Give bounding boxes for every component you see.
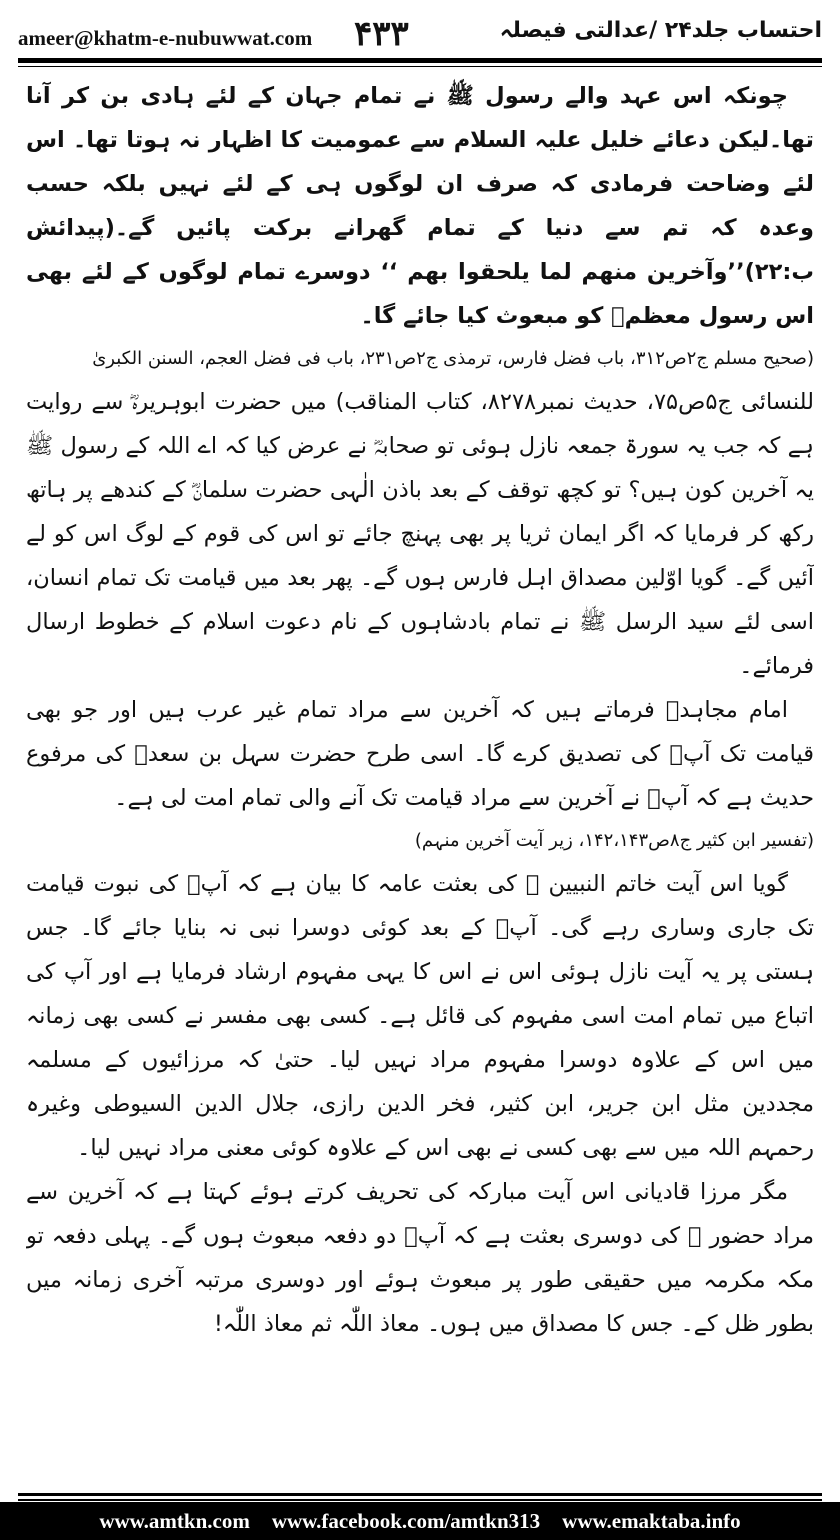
reference-1: (صحیح مسلم ج۲ص۳۱۲، باب فضل فارس، ترمذی ج۲ص۲۳۱، باب فی فضل العجم، السنن الکبریٰ <box>92 348 814 369</box>
footer-link-emaktaba[interactable]: www.emaktaba.info <box>562 1508 741 1533</box>
paragraph-3: امام مجاہدؒ فرماتے ہیں کہ آخرین سے مراد تمام غیر عرب ہیں اور جو بھی قیامت تک آپؐ کی تصدیق کرے گا۔ اسی طرح حضرت سہل بن سعدؓ کی مرفوع حدیث ہے کہ آپؐ نے آخرین سے مراد قیامت تک آنے والی تمام امت لی ہے۔ <box>26 697 814 811</box>
page-number: ۴۳۳ <box>354 14 409 54</box>
header-rule-thin <box>18 66 822 67</box>
header-title: احتساب جلد۲۴ /عدالتی فیصلہ <box>499 18 822 43</box>
paragraph-5: مگر مرزا قادیانی اس آیت مبارکہ کی تحریف کرتے ہوئے کہتا ہے کہ آخرین سے مراد حضور ﷺ کی دوسری بعثت ہے کہ آپؐ دو دفعہ مبعوث ہوں گے۔ پہلی دفعہ تو مکہ مکرمہ میں حقیقی طور پر مبعوث ہوئے اور دوسری مرتبہ آخری زمانہ میں بطور ظل کے۔ جس کا مصداق میں ہوں۔ معاذ اللّٰہ ثم معاذ اللّٰہ! <box>26 1179 814 1337</box>
page-body <box>26 74 814 1470</box>
footer-rule-thick <box>18 1493 822 1496</box>
page-footer <box>0 1502 840 1540</box>
footer-rule-thin <box>18 1499 822 1501</box>
paragraph-2: للنسائی ج۵ص۷۵، حدیث نمبر۸۲۷۸، کتاب المناقب) میں حضرت ابوہریرہؓ سے روایت ہے کہ جب یہ سورۃ جمعہ نازل ہوئی تو صحابہؓ نے عرض کیا کہ اے اللہ کے رسول ﷺ یہ آخرین کون ہیں؟ تو کچھ توقف کے بعد باذن الٰہی حضرت سلمانؓ کے کندھے پر ہاتھ رکھ کر فرمایا کہ اگر ایمان ثریا پر بھی پہنچ جائے تو اس کی قوم کے لوگ اس کو لے آئیں گے۔ گویا اوّلین مصداق اہل فارس ہوں گے۔ پھر بعد میں قیامت تک تمام انسان، اسی لئے سید الرسل ﷺ نے تمام بادشاہوں کے نام دعوت اسلام کے خطوط ارسال فرمائے۔ <box>26 389 814 679</box>
reference-2: (تفسیر ابن کثیر ج۸ص۱۴۲،۱۴۳، زیر آیت آخرین منہم) <box>414 830 814 851</box>
paragraph-1: چونکہ اس عہد والے رسول ﷺ نے تمام جہان کے لئے ہادی بن کر آنا تھا۔لیکن دعائے خلیل علیہ السلام سے عمومیت کا اظہار نہ ہوتا تھا۔ اس لئے وضاحت فرمادی کہ صرف ان لوگوں ہی کے لئے نہیں بلکہ حسب وعدہ کہ تم سے دنیا کے تمام گھرانے برکت پائیں گے۔(پیدائش ب:۲۲)’’وآخرین منھم لما یلحقوا بھم ‘‘ دوسرے تمام لوگوں کے لئے بھی اس رسول معظمؐ کو مبعوث کیا جائے گا۔ <box>26 83 814 329</box>
paragraph-4: گویا اس آیت خاتم النبیین ﷺ کی بعثت عامہ کا بیان ہے کہ آپؐ کی نبوت قیامت تک جاری وساری رہے گی۔ آپؐ کے بعد کوئی دوسرا نبی نہ بنایا جائے گا۔ جس ہستی پر یہ آیت نازل ہوئی اس نے اس کا یہی مفہوم ارشاد فرمایا ہے اور آپ کی اتباع میں تمام امت اسی مفہوم کی قائل ہے۔ کسی بھی مفسر نے کسی بھی زمانہ میں اس کے علاوہ دوسرا مفہوم مراد نہیں لیا۔ حتیٰ کہ مرزائیوں کے مسلمہ مجددین مثل ابن جریر، ابن کثیر، فخر الدین رازی، جلال الدین السیوطی وغیرہ رحمہم اللہ میں سے بھی کسی نے بھی اس کے علاوہ کوئی معنی مراد نہیں لیا۔ <box>26 871 814 1161</box>
page-header <box>18 6 822 60</box>
footer-link-facebook[interactable]: www.facebook.com/amtkn313 <box>271 1508 541 1533</box>
header-rule-thick <box>18 58 822 63</box>
footer-link-amtkn[interactable]: www.amtkn.com <box>99 1508 250 1533</box>
header-email[interactable]: ameer@khatm-e-nubuwwat.com <box>18 26 313 50</box>
